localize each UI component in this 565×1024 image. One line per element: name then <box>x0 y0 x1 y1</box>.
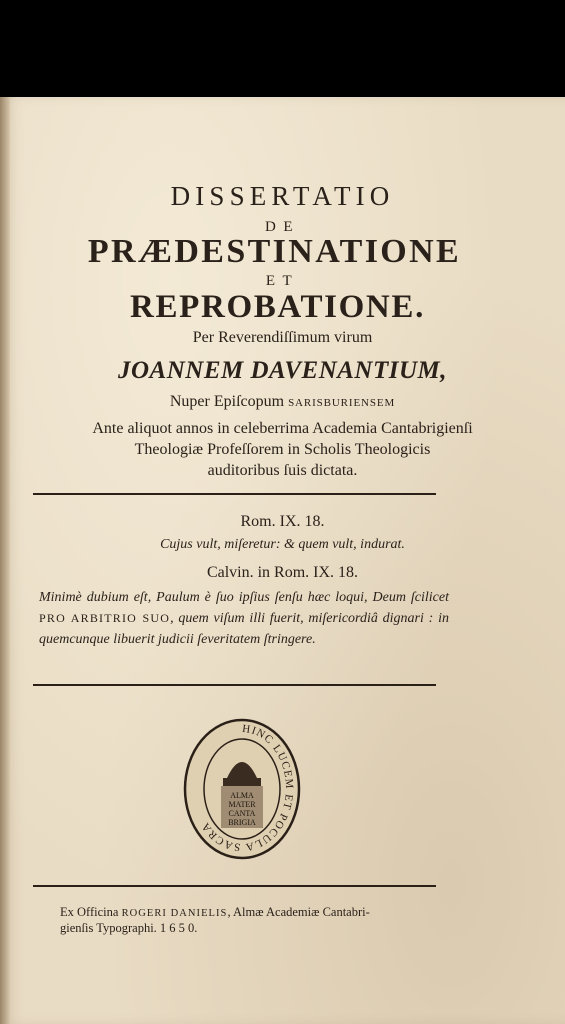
title-et: ET <box>265 273 300 289</box>
title-praedestinatione: PRÆDESTINATIONE <box>87 233 462 270</box>
ante-line-1: Ante aliquot annos in celeberrima Academia Cantabrigienſi <box>92 420 473 437</box>
imprint-pre: Ex Officina <box>60 905 119 919</box>
nuper-see: SARISBURIENSEM <box>288 397 396 409</box>
divider-rule <box>33 493 436 495</box>
calvin-reference: Calvin. in Rom. IX. 18. <box>206 564 359 581</box>
scripture-quote: Cujus vult, miſeretur: & quem vult, indurat. <box>160 537 405 552</box>
title-reprobatione: REPROBATIONE. <box>130 289 425 325</box>
imprint-line-2: gienſis Typographi. 1 6 5 0. <box>60 921 198 935</box>
imprint-mid: , Almæ Academiæ Cantabri- <box>227 905 370 919</box>
scripture-reference: Rom. IX. 18. <box>240 513 325 530</box>
divider-rule <box>33 885 436 887</box>
seal-center-1: ALMA <box>230 791 254 800</box>
calvin-quote-part1: Minimè dubium eſt, Paulum è ſuo ipſius ſenſu hæc loqui, Deum ſcilicet <box>39 590 449 605</box>
title-de: DE <box>265 219 300 235</box>
ante-line-3: auditoribus ſuis dictata. <box>207 462 358 479</box>
nuper-text: Nuper Epiſcopum <box>169 393 285 410</box>
university-seal-icon <box>183 718 301 860</box>
seal-center-2: MATER <box>228 800 256 809</box>
author-name: JOANNEM DAVENANTIUM, <box>117 357 448 384</box>
title-dissertatio: DISSERTATIO <box>170 181 395 211</box>
divider-rule <box>33 684 436 686</box>
calvin-quote-caps: PRO ARBITRIO SUO <box>39 611 171 625</box>
seal-ring-text: HINC LUCEM ET POCULA SACRA <box>198 722 296 854</box>
calvin-quote-part2: , quem viſum illi fuerit, miſericordiâ dignari : in quemcunque libuerit judicii ſeveritatem ſtringere. <box>39 611 449 647</box>
imprint-printer: ROGERI DANIELIS <box>121 908 228 919</box>
imprint-line-1 <box>60 905 370 920</box>
seal-center-3: CANTA <box>228 809 256 818</box>
nuper-line <box>0 393 565 411</box>
calvin-quote <box>39 587 449 650</box>
per-line: Per Reverendiſſimum virum <box>192 329 373 346</box>
ante-line-2: Theologiæ Profeſſorem in Scholis Theologicis <box>134 441 431 458</box>
seal-center-4: BRIGIA <box>228 818 256 827</box>
